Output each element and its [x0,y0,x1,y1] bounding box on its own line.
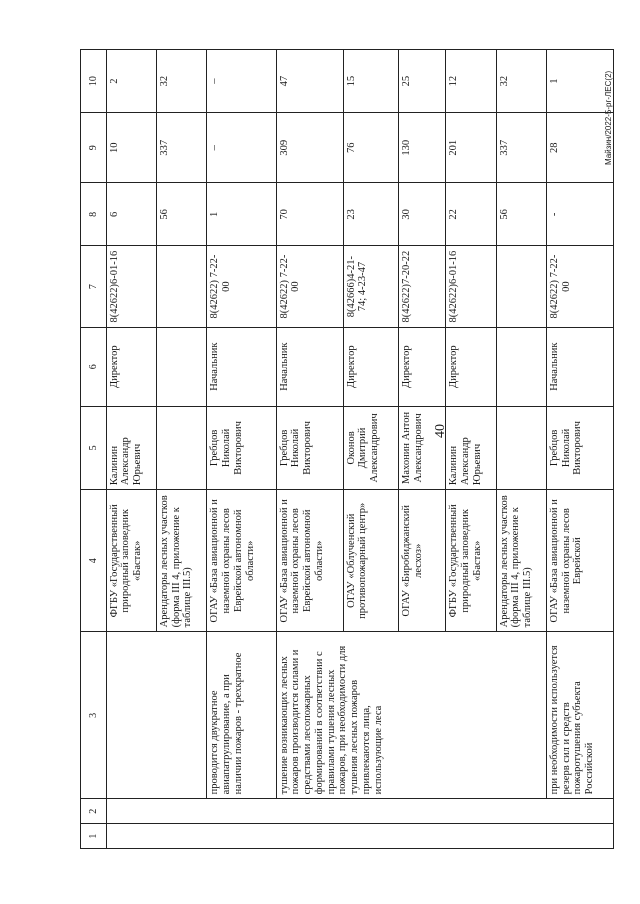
cell-position: Директор [106,327,156,406]
cell-value-9: 337 [156,113,206,183]
cell-value-9: – [207,113,276,183]
cell-position [496,327,546,406]
cell-value-8: 70 [276,183,343,246]
column-header-9: 9 [81,113,107,183]
cell-value-10: 1 [546,50,613,113]
column-header-6: 6 [81,327,107,406]
cell-value-9: 309 [276,113,343,183]
cell-value-10: 47 [276,50,343,113]
cell-value-10: 32 [496,50,546,113]
cell-person: Калинин Александр Юрьевич [446,406,496,490]
cell-organization: Арендаторы лесных участков (форма III 4, приложение к таблице III.5) [156,490,206,632]
cell-value-8: 56 [156,183,206,246]
cell-value-8: 1 [207,183,276,246]
cell-value-10: – [207,50,276,113]
table-row [276,50,343,849]
cell-value-10: 32 [156,50,206,113]
cell-position: Директор [399,327,446,406]
cell-value-9: 28 [546,113,613,183]
page-number: 40 [433,424,448,438]
cell-person: Гребцов Николай Викторович [207,406,276,490]
cell-col1 [106,824,613,849]
cell-phone: 8(42622) 7-22-00 [546,246,613,327]
cell-position: Директор [343,327,399,406]
column-header-4: 4 [81,490,107,632]
cell-organization: ОГАУ «Облученский противопожарный центр» [343,490,399,632]
cell-value-9: 76 [343,113,399,183]
cell-value-10: 15 [343,50,399,113]
cell-value-8: 23 [343,183,399,246]
cell-value-9: 337 [496,113,546,183]
cell-organization: ОГАУ «База авиационной и наземной охраны лесов Еврейской автономной области» [207,490,276,632]
column-header-7: 7 [81,246,107,327]
cell-phone [496,246,546,327]
cell-value-10: 2 [106,50,156,113]
cell-phone: 8(42622)6-01-16 [106,246,156,327]
cell-phone [156,246,206,327]
cell-organization: ОГАУ «Биробиджанский лесхоз» [399,490,446,632]
cell-value-8: 22 [446,183,496,246]
cell-person: Гребцов Николай Викторович [546,406,613,490]
cell-organization: Арендаторы лесных участков (форма III 4, приложение к таблице III.5) [496,490,546,632]
column-header-10: 10 [81,50,107,113]
rotated-table-container [80,49,614,849]
fire-resources-table [80,49,614,849]
cell-measure: при необходимости используется резерв сил и средств пожаротушения субъекта Российской [546,632,613,799]
cell-measure: тушение возникающих лесных пожаров производится силами и средствами лесопожарных формирований в соответствии с правилами тушения лесных пожаров, при необходимости для тушения лесных пожаров привлекаются лица, использующие леса [276,632,546,799]
cell-value-10: 25 [399,50,446,113]
cell-person [156,406,206,490]
column-header-8: 8 [81,183,107,246]
column-header-5: 5 [81,406,107,490]
cell-position: Начальник [546,327,613,406]
cell-col2 [106,799,613,824]
cell-position: Начальник [276,327,343,406]
cell-value-9: 10 [106,113,156,183]
cell-position [156,327,206,406]
cell-person: Гребцов Николай Викторович [276,406,343,490]
document-code: Майзин/2022-5-рг-ЛЕС(2) [604,70,613,165]
cell-organization: ФГБУ «Государственный природный заповедник «Бастак» [106,490,156,632]
column-header-2: 2 [81,799,107,824]
cell-organization: ОГАУ «База авиационной и наземной охраны лесов Еврейской [546,490,613,632]
column-header-3: 3 [81,632,107,799]
table-row [546,50,613,849]
cell-phone: 8(42666)4-21-74; 4-23-47 [343,246,399,327]
cell-organization: ОГАУ «База авиационной и наземной охраны лесов Еврейской автономной области» [276,490,343,632]
cell-phone: 8(42622)6-01-16 [446,246,496,327]
cell-person: Махонин Антон Александрович [399,406,446,490]
cell-value-9: 201 [446,113,496,183]
cell-measure [106,632,207,799]
cell-position: Начальник [207,327,276,406]
cell-person: Калинин Александр Юрьевич [106,406,156,490]
cell-value-10: 12 [446,50,496,113]
cell-position: Директор [446,327,496,406]
cell-person: Оконов Дмитрий Александрович [343,406,399,490]
cell-value-8: 56 [496,183,546,246]
cell-value-8: 6 [106,183,156,246]
cell-measure: проводится двукратное авиапатрулирование, а при наличии пожаров - трехкратное [207,632,276,799]
table-row [207,50,276,849]
table-row [106,50,156,849]
cell-value-8: 30 [399,183,446,246]
cell-value-9: 130 [399,113,446,183]
cell-person [496,406,546,490]
cell-value-8: - [546,183,613,246]
table-header-row [81,50,107,849]
cell-phone: 8(42622)7-20-22 [399,246,446,327]
cell-phone: 8(42622) 7-22-00 [276,246,343,327]
cell-organization: ФГБУ «Государственный природный заповедник «Бастак» [446,490,496,632]
column-header-1: 1 [81,824,107,849]
cell-phone: 8(42622) 7-22-00 [207,246,276,327]
